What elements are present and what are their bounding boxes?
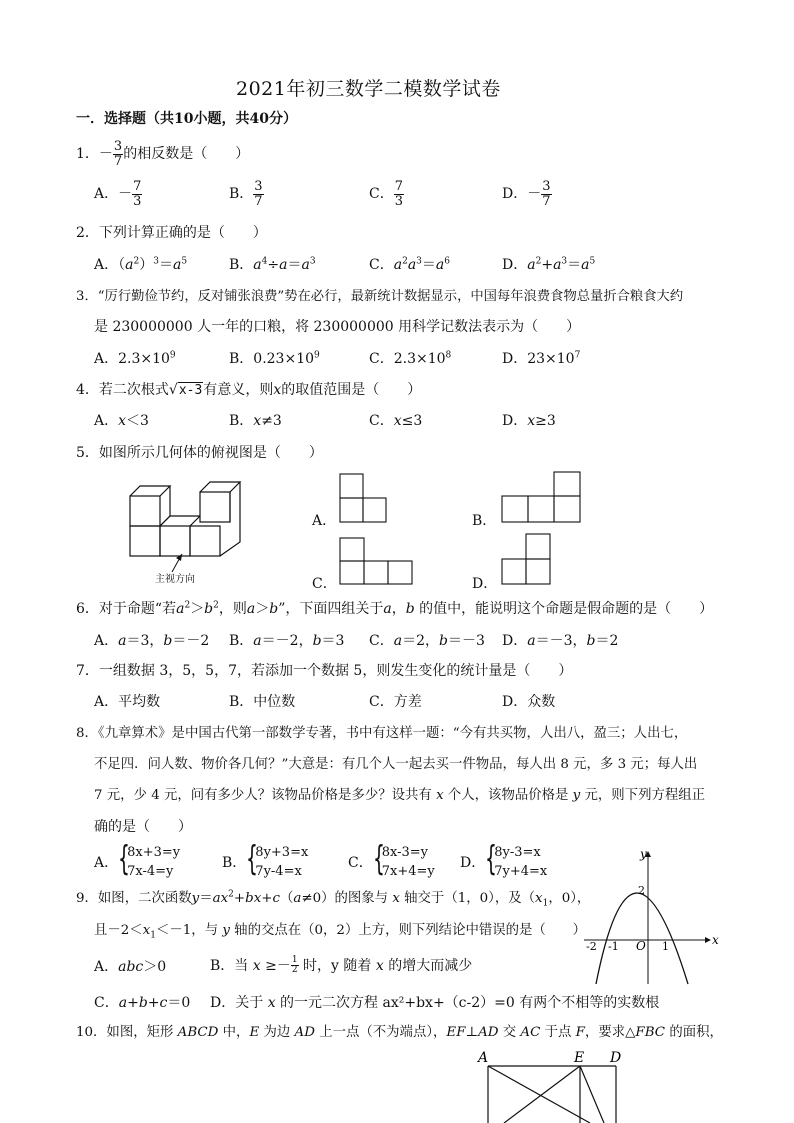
- q7-option-b[interactable]: B．中位数: [229, 694, 296, 710]
- point-e-label: E: [574, 1050, 585, 1066]
- tick-neg1: -1: [608, 940, 619, 953]
- q1-number: 1．－: [76, 146, 113, 163]
- q6-option-b[interactable]: B．a＝－2，b＝3: [229, 633, 345, 649]
- question-2: 2．下列计算正确的是（ ）: [76, 225, 267, 241]
- q9-parabola-graph: [580, 842, 720, 988]
- origin-label: O: [636, 939, 646, 953]
- q4-option-b[interactable]: B．x≠3: [229, 413, 282, 429]
- page-title: 2021年初三数学二模数学试卷: [236, 78, 501, 100]
- q4-radical: √x-3: [168, 382, 203, 398]
- y-axis-label: y: [640, 847, 647, 861]
- q8-option-b[interactable]: B． { 8y+3=x 7y-4=x: [222, 839, 309, 879]
- q3-option-b[interactable]: B．$0.23\times 10^9$: [229, 350, 320, 367]
- point-a-label: A: [478, 1050, 489, 1066]
- question-6: 6．对于命题“若$a^2>b^2$，则a＞b”，下面四组关于a，b 的值中，能说明这个命题是假命题的是（ ）: [76, 600, 714, 617]
- q3-option-c[interactable]: C．$2.3\times 10^8$: [369, 350, 452, 367]
- q5-caption: 主视方向: [155, 574, 195, 585]
- q4-option-c[interactable]: C．x≤3: [369, 413, 423, 429]
- q9-option-a[interactable]: A．abc＞0: [94, 959, 167, 975]
- q5-option-d-figure[interactable]: [500, 532, 554, 588]
- question-1: [76, 140, 249, 168]
- q4-option-d[interactable]: D．x≥3: [502, 413, 556, 429]
- q7-option-d[interactable]: D．众数: [502, 694, 556, 710]
- q1-option-c[interactable]: C． $\frac{7}{3}$: [369, 179, 403, 209]
- q7-option-c[interactable]: C．方差: [369, 694, 422, 710]
- q5-option-d-label[interactable]: D．: [472, 576, 498, 592]
- q1-option-d[interactable]: D．－ $\frac{3}{7}$: [502, 179, 551, 209]
- q7-option-a[interactable]: A．平均数: [94, 694, 161, 710]
- q5-option-b-label[interactable]: B．: [472, 513, 497, 529]
- q1-option-b[interactable]: B． $\frac{3}{7}$: [229, 179, 263, 209]
- q5-option-c-label[interactable]: C．: [312, 576, 337, 592]
- tick-1: 1: [662, 940, 669, 953]
- question-9-line1: 9．如图，二次函数$y=ax^2+bx+c(a\ne 0)$的图象与 x 轴交于（1，0），及（$x_1$，0），: [76, 889, 591, 909]
- q5-solid-figure: [126, 478, 246, 588]
- point-d-label: D: [610, 1050, 622, 1066]
- q5-option-a-figure[interactable]: [338, 472, 390, 526]
- q3-option-a[interactable]: A．$2.3\times 10^9$: [94, 350, 176, 367]
- tick-neg2: -2: [586, 940, 597, 953]
- tick-2: 2: [638, 884, 645, 897]
- x-axis-label: x: [712, 933, 719, 947]
- q2-option-d[interactable]: D．$a^2+a^3=a^5$: [502, 256, 596, 273]
- q1-option-a[interactable]: A．－ $\frac{7}{3}$: [94, 179, 142, 209]
- question-8-line3: 7 元，少 4 元，问有多少人？该物品价格是多少？设共有 x 个人，该物品价格是 y 元，则下列方程组正: [94, 788, 706, 803]
- section-header: 一．选择题（共10小题，共40分）: [76, 111, 297, 127]
- question-8-line1: 8．《九章算术》是中国古代第一部数学专著，书中有这样一题：“今有共买物，人出八，盈三；人出七，: [76, 726, 688, 741]
- question-8-line4: 确的是（ ）: [94, 819, 192, 835]
- q4-option-a[interactable]: A．x＜3: [94, 413, 149, 429]
- question-8-line2: 不足四．问人数、物价各几何？”大意是：有几个人一起去买一件物品，每人出 8 元，多 3 元；每人出: [94, 757, 698, 772]
- q1-stem: 的相反数是（ ）: [123, 146, 250, 163]
- question-3-line2: 是 230000000 人一年的口粮，将 230000000 用科学记数法表示为（ ）: [94, 319, 581, 335]
- question-5: 5．如图所示几何体的俯视图是（ ）: [76, 445, 323, 461]
- q2-option-a[interactable]: A．$(a^2)^3=a^5$: [94, 256, 188, 273]
- q6-option-d[interactable]: D．a＝－3，b＝2: [502, 633, 619, 649]
- q8-option-a[interactable]: A． { 8x+3=y 7x-4=y: [94, 839, 181, 879]
- q1-fraction: $\frac{3}{7}$: [113, 139, 123, 169]
- question-3-line1: 3．“厉行勤俭节约，反对铺张浪费”势在必行，最新统计数据显示，中国每年浪费食物总量折合粮食大约: [76, 289, 684, 304]
- q6-option-a[interactable]: A．a＝3，b＝－2: [94, 633, 210, 649]
- question-9-line2: 且$-2<x_1<-1$，与 y 轴的交点在（0，2）上方，则下列结论中错误的是（ ）: [94, 923, 586, 941]
- q6-option-c[interactable]: C．a＝2，b＝－3: [369, 633, 485, 649]
- question-4: 4．若二次根式√x-3有意义，则x的取值范围是（ ）: [76, 382, 422, 398]
- q8-option-c[interactable]: C． { 8x-3=y 7x+4=y: [348, 839, 435, 879]
- q10-rectangle-figure: [470, 1046, 630, 1123]
- q5-option-b-figure[interactable]: [500, 470, 582, 526]
- q9-option-b[interactable]: B．当 x ≥－ $\frac{1}{2}$ 时，y 随着 x 的增大而减少: [210, 955, 473, 976]
- q9-option-d[interactable]: D．关于 x 的一元二次方程 ax²+bx+（c-2）=0 有两个不相等的实数根: [210, 995, 660, 1011]
- q5-option-a-label[interactable]: A．: [312, 513, 337, 529]
- q5-option-c-figure[interactable]: [338, 536, 416, 588]
- q2-option-b[interactable]: B．$a^4\div a=a^3$: [229, 256, 316, 273]
- q3-option-d[interactable]: D．$23\times 10^7$: [502, 350, 581, 367]
- q2-option-c[interactable]: C．$a^2a^3=a^6$: [369, 256, 450, 273]
- q8-option-d[interactable]: D． { 8y-3=x 7y+4=x: [460, 839, 548, 879]
- question-7: 7．一组数据 3，5，5，7，若添加一个数据 5，则发生变化的统计量是（ ）: [76, 663, 573, 679]
- question-10-line1: 10．如图，矩形 ABCD 中，E 为边 AD 上一点（不为端点），EF⊥AD 交 AC 于点 F，要求△FBC 的面积，: [76, 1025, 723, 1040]
- q9-option-c[interactable]: C．a+b+c＝0: [94, 995, 191, 1011]
